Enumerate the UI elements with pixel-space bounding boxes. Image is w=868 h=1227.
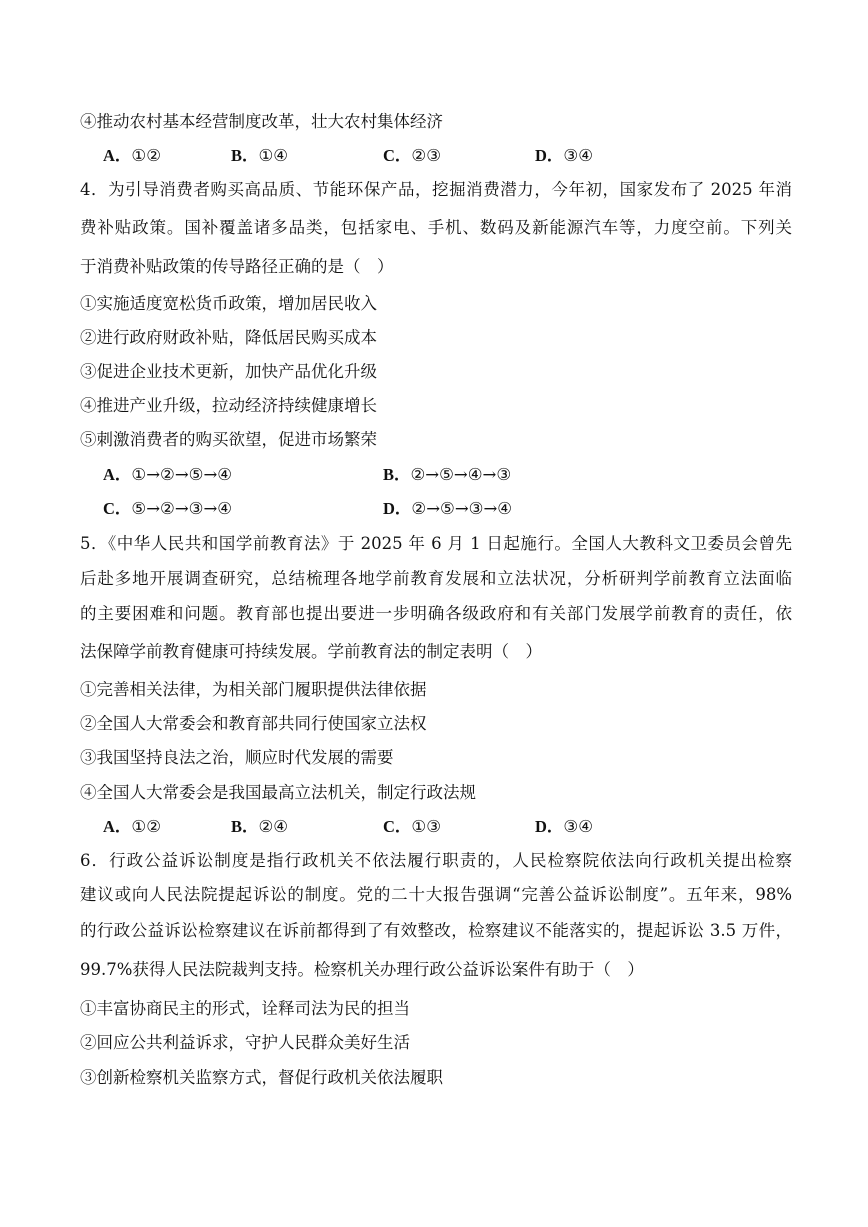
q4-option-d: D．②→⑤→③→④ xyxy=(383,499,513,518)
q5-option-c: C．①③ xyxy=(383,817,442,836)
q3-option-b: B．①④ xyxy=(231,146,289,165)
q4-item-4: ④推进产业升级，拉动经济持续健康增长 xyxy=(80,396,377,415)
q5-stem-line-1: 5．《中华人民共和国学前教育法》于 2025 年 6 月 1 日起施行。全国人大教科文卫委员会曾先 xyxy=(80,534,792,553)
q6-stem-line-2: 建议或向人民法院提起诉讼的制度。党的二十大报告强调“完善公益诉讼制度”。五年来，98% xyxy=(80,885,792,904)
q4-item-1: ①实施适度宽松货币政策，增加居民收入 xyxy=(80,294,377,313)
q4-option-b: B．②→⑤→④→③ xyxy=(383,465,512,484)
q3-option-a: A．①② xyxy=(103,146,162,165)
q5-item-3: ③我国坚持良法之治，顺应时代发展的需要 xyxy=(80,748,394,767)
q6-item-3: ③创新检察机关监察方式，督促行政机关依法履职 xyxy=(80,1068,443,1087)
q4-stem-line-1: 4．为引导消费者购买高品质、节能环保产品，挖掘消费潜力，今年初，国家发布了 2025 年消 xyxy=(80,180,792,199)
q6-stem-line-4: 99.7%获得人民法院裁判支持。检察机关办理行政公益诉讼案件有助于（ ） xyxy=(80,960,644,979)
q5-item-2: ②全国人大常委会和教育部共同行使国家立法权 xyxy=(80,714,427,733)
q4-stem-line-3: 于消费补贴政策的传导路径正确的是（ ） xyxy=(80,257,394,276)
q4-option-a: A．①→②→⑤→④ xyxy=(103,465,233,484)
q5-option-b: B．②④ xyxy=(231,817,289,836)
q6-stem-line-3: 的行政公益诉讼检察建议在诉前都得到了有效整改，检察建议不能落实的，提起诉讼 3.5 万件， xyxy=(80,921,792,940)
q3-item-4: ④推动农村基本经营制度改革，壮大农村集体经济 xyxy=(80,112,443,131)
q4-option-c: C．⑤→②→③→④ xyxy=(103,499,233,518)
q4-item-3: ③促进企业技术更新，加快产品优化升级 xyxy=(80,362,377,381)
q5-option-a: A．①② xyxy=(103,817,162,836)
q4-item-5: ⑤刺激消费者的购买欲望，促进市场繁荣 xyxy=(80,430,377,449)
q5-option-d: D．③④ xyxy=(535,817,594,836)
q3-option-d: D．③④ xyxy=(535,146,594,165)
q4-item-2: ②进行政府财政补贴，降低居民购买成本 xyxy=(80,328,377,347)
q5-stem-line-3: 的主要困难和问题。教育部也提出要进一步明确各级政府和有关部门发展学前教育的责任，依 xyxy=(80,604,792,623)
q6-stem-line-1: 6．行政公益诉讼制度是指行政机关不依法履行职责的，人民检察院依法向行政机关提出检察 xyxy=(80,851,792,870)
q5-item-1: ①完善相关法律，为相关部门履职提供法律依据 xyxy=(80,680,427,699)
q5-stem-line-2: 后赴多地开展调查研究，总结梳理各地学前教育发展和立法状况，分析研判学前教育立法面临 xyxy=(80,569,792,588)
q6-item-1: ①丰富协商民主的形式，诠释司法为民的担当 xyxy=(80,999,410,1018)
q5-item-4: ④全国人大常委会是我国最高立法机关，制定行政法规 xyxy=(80,783,476,802)
q3-option-c: C．②③ xyxy=(383,146,442,165)
q4-stem-line-2: 费补贴政策。国补覆盖诸多品类，包括家电、手机、数码及新能源汽车等，力度空前。下列关 xyxy=(80,218,792,237)
q5-stem-line-4: 法保障学前教育健康可持续发展。学前教育法的制定表明（ ） xyxy=(80,642,542,661)
q6-item-2: ②回应公共利益诉求，守护人民群众美好生活 xyxy=(80,1033,410,1052)
